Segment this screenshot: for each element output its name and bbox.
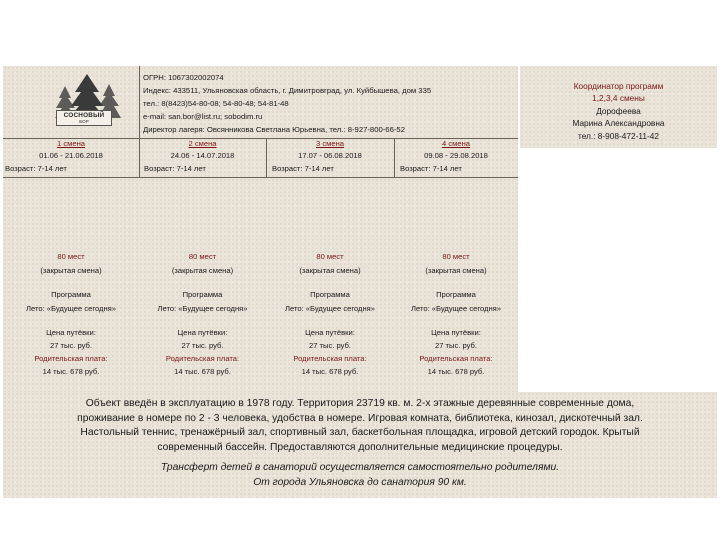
parent-fee-value: 14 тыс. 678 руб.: [42, 367, 100, 376]
description-line: проживание в номере по 2 - 3 человека, удобства в номере. Игровая комната, библиотека, кинозал, дискотечный зал.: [77, 412, 643, 424]
coordinator-name: Марина Александровна: [572, 118, 665, 129]
description-line: современный бассейн. Предоставляются дополнительные медицинские процедуры.: [157, 441, 563, 453]
shift-title: 4 смена: [442, 139, 470, 148]
program-label: Программа: [310, 290, 350, 299]
shift-places-note: (закрытая смена): [40, 266, 102, 275]
coordinator-panel: [520, 66, 717, 148]
coordinator-title: Координатор программ: [573, 81, 664, 91]
price-label: Цена путёвки:: [46, 328, 96, 337]
parent-fee-value: 14 тыс. 678 руб.: [427, 367, 485, 376]
program-label: Программа: [51, 290, 91, 299]
shift-age: Возраст: 7-14 лет: [400, 164, 462, 173]
shift-dates: 01.06 - 21.06.2018: [39, 151, 103, 160]
shift-column-3: [266, 138, 394, 376]
program-name: Лето: «Будущее сегодня»: [411, 304, 501, 313]
shift-age: Возраст: 7-14 лет: [144, 164, 206, 173]
coordinator-phone: тел.: 8-908-472-11-42: [578, 130, 659, 141]
shift-dates: 24.06 - 14.07.2018: [170, 151, 235, 160]
shift-age: Возраст: 7-14 лет: [5, 164, 67, 173]
price-value: 27 тыс. руб.: [435, 341, 477, 350]
phones-text: тел.: 8(8423)54-80-08; 54-80-48; 54-81-48: [143, 99, 289, 109]
shift-places: 80 мест: [57, 252, 85, 261]
shift-column-4: [394, 138, 518, 376]
program-label: Программа: [182, 290, 223, 299]
price-value: 27 тыс. руб.: [181, 341, 224, 350]
description-line: Настольный теннис, тренажёрный зал, спортивный зал, баскетбольная площадка, игровой детский городок. Крытый: [80, 427, 640, 439]
description-panel: [3, 392, 717, 498]
shift-places: 80 мест: [442, 252, 470, 261]
price-value: 27 тыс. руб.: [309, 341, 351, 350]
shift-places-note: (закрытая смена): [171, 266, 234, 275]
parent-fee-label: Родительская плата:: [34, 354, 108, 363]
program-name: Лето: «Будущее сегодня»: [285, 304, 375, 313]
shift-places-note: (закрытая смена): [299, 266, 361, 275]
distance-note: От города Ульяновска до санатория 90 км.: [253, 476, 467, 488]
director-text: Директор лагеря: Овсянникова Светлана Юрьевна, тел.: 8-927-800-66-52: [143, 125, 405, 135]
email-text: e-mail: san.bor@list.ru; sobodim.ru: [143, 112, 263, 122]
shift-dates: 17.07 - 06.08.2018: [298, 151, 362, 160]
address-text: Индекс: 433511, Ульяновская область, г. Димитровград, ул. Куйбышева, дом 335: [143, 86, 432, 96]
transfer-note: Трансферт детей в санаторий осуществляется самостоятельно родителями.: [160, 462, 560, 474]
program-name: Лето: «Будущее сегодня»: [26, 304, 116, 313]
parent-fee-label: Родительская плата:: [419, 354, 493, 363]
price-label: Цена путёвки:: [305, 328, 355, 337]
shift-title: 1 смена: [57, 139, 85, 148]
shift-places: 80 мест: [316, 252, 344, 261]
shift-title: 2 смена: [188, 139, 217, 148]
description-line: Объект введён в эксплуатацию в 1978 году. Территория 23719 кв. м. 2-х этажные деревянные современные дома,: [85, 398, 635, 409]
price-label: Цена путёвки:: [431, 328, 481, 337]
program-label: Программа: [436, 290, 476, 299]
shift-places: 80 мест: [188, 252, 217, 261]
logo-label-plate: [56, 110, 112, 126]
logo-title: СОСНОВЫЙ: [63, 112, 105, 119]
price-value: 27 тыс. руб.: [50, 341, 92, 350]
parent-fee-value: 14 тыс. 678 руб.: [301, 367, 359, 376]
shift-places-note: (закрытая смена): [425, 266, 487, 275]
parent-fee-label: Родительская плата:: [165, 354, 240, 363]
logo-subtitle: БОР: [79, 119, 89, 124]
shift-row-line: [3, 177, 518, 178]
shift-age: Возраст: 7-14 лет: [272, 164, 334, 173]
shift-title: 3 смена: [316, 139, 344, 148]
coordinator-shifts: 1,2,3,4 смены: [592, 93, 645, 104]
camp-info-panel: [3, 66, 518, 392]
parent-fee-label: Родительская плата:: [293, 354, 367, 363]
shift-dates: 09.08 - 29.08.2018: [424, 151, 488, 160]
coordinator-surname: Дорофеева: [596, 105, 641, 116]
program-name: Лето: «Будущее сегодня»: [157, 304, 248, 313]
parent-fee-value: 14 тыс. 678 руб.: [174, 367, 231, 376]
price-label: Цена путёвки:: [177, 328, 228, 337]
shift-column-1: [5, 138, 134, 376]
ogrn-text: ОГРН: 1067302002074: [143, 73, 224, 82]
header-divider: [139, 66, 140, 138]
camp-contacts: [143, 71, 515, 136]
shift-column-2: [139, 138, 266, 376]
